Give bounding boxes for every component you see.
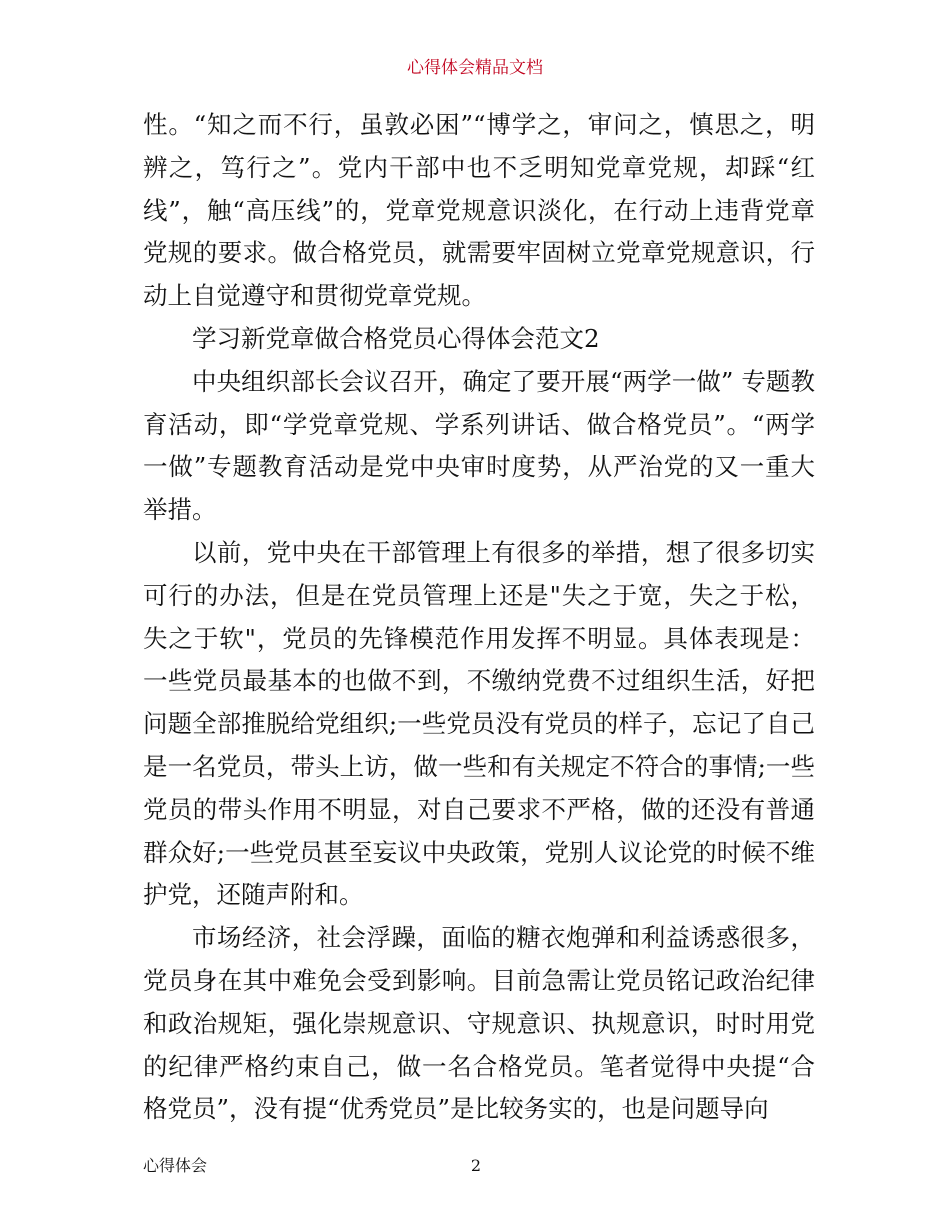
page-number: 2 [470,1156,482,1175]
document-body [143,104,815,1131]
paragraph-two-study-one-do: 中央组织部长会议召开，确定了要开展“两学一做” 专题教育活动，即“学党章党规、学系列讲话、做合格党员”。“两学一做”专题教育活动是党中央审时度势，从严治党的又一重大举措。 [143,366,815,525]
section-heading: 学习新党章做合格党员心得体会范文2 [192,323,600,353]
paragraph-continuation: 性。“知之而不行，虽敦必困”“博学之，审问之，慎思之，明辨之，笃行之”。党内干部中也不乏明知党章党规，却踩“红线”，触“高压线”的，党章党规意识淡化，在行动上违背党章党规的要求。做合格党员，就需要牢固树立党章党规意识，行动上自觉遵守和贯彻党章党规。 [143,110,815,311]
paragraph-market-economy: 市场经济，社会浮躁，面临的糖衣炮弹和利益诱惑很多，党员身在其中难免会受到影响。目前急需让党员铭记政治纪律和政治规矩，强化崇规意识、守规意识、执规意识，时时用党的纪律严格约束自己，做一名合格党员。笔者觉得中央提“合格党员”，没有提“优秀党员”是比较务实的，也是问题导向 [143,923,815,1124]
page-footer-label: 心得体会 [143,1156,208,1175]
paragraph-party-management: 以前，党中央在干部管理上有很多的举措，想了很多切实可行的办法，但是在党员管理上还是"失之于宽，失之于松，失之于软"，党员的先锋模范作用发挥不明显。具体表现是：一些党员最基本的也做不到，不缴纳党费不过组织生活，好把问题全部推脱给党组织;一些党员没有党员的样子，忘记了自己是一名党员，带头上访，做一些和有关规定不符合的事情;一些党员的带头作用不明显，对自己要求不严格，做的还没有普通群众好;一些党员甚至妄议中央政策，党别人议论党的时候不维护党，还随声附和。 [143,537,815,910]
page-header-title: 心得体会精品文档 [407,58,543,78]
